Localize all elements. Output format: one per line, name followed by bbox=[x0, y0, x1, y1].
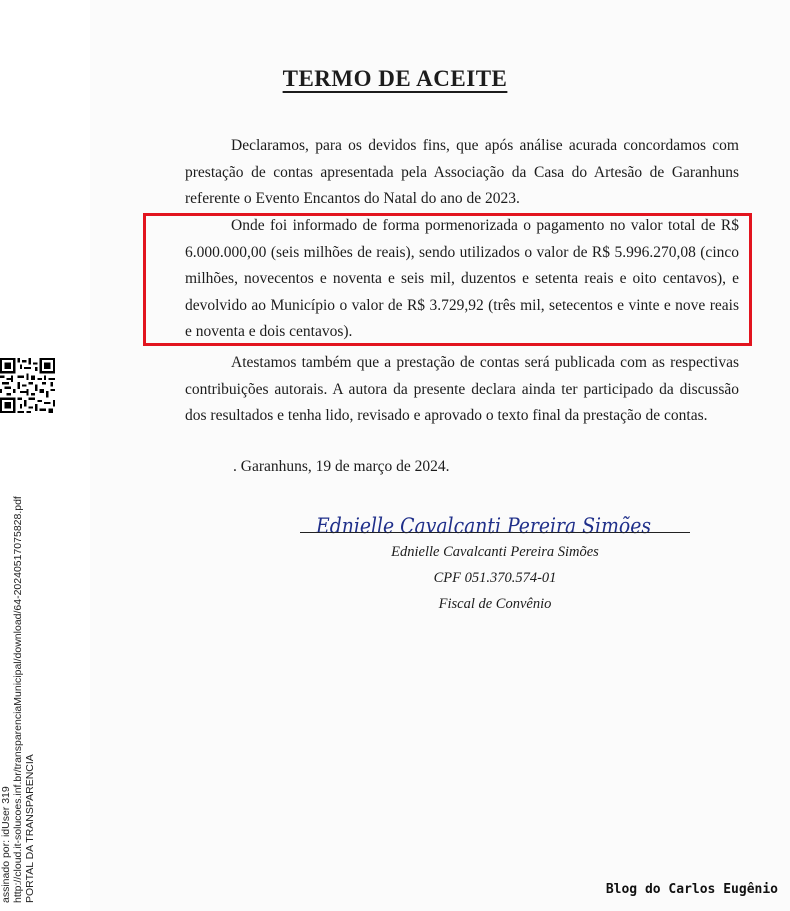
signature-line bbox=[300, 532, 690, 533]
stamp-line-url[interactable]: http://cloud.it-solucoes.inf.br/transparenciaMunicipal/download/64-20240517075828.pdf bbox=[12, 496, 24, 903]
document-title: TERMO DE ACEITE bbox=[282, 66, 508, 91]
red-highlight-box bbox=[143, 213, 752, 346]
signer-role: Fiscal de Convênio bbox=[438, 596, 552, 612]
paragraph-attestation: Atestamos também que a prestação de contas será publicada com as respectivas contribuições autorais. A autora da presente declara ainda ter participado da discussão dos resultados e tenha lido, revisado e aprovado o texto final da prestação de contas. bbox=[185, 354, 739, 425]
place-date: . Garanhuns, 19 de março de 2024. bbox=[233, 458, 450, 475]
paragraph-declaration: Declaramos, para os devidos fins, que após análise acurada concordamos com prestação de contas apresentada pela Associação da Casa do Artesão de Garanhuns referente o Evento Encantos do Natal do ano de 2023. bbox=[185, 137, 739, 208]
signer-cpf: CPF 051.370.574-01 bbox=[433, 570, 557, 586]
signature-text: Ednielle Cavalcanti Pereira Simões bbox=[315, 514, 652, 538]
stamp-line-portal: PORTAL DA TRANSPARENCIA bbox=[24, 754, 36, 903]
stamp-line-signed-by: assinado por: idUser 319 bbox=[0, 786, 12, 903]
qr-code-icon bbox=[0, 358, 55, 413]
blog-watermark: Blog do Carlos Eugênio bbox=[605, 882, 778, 897]
paragraph-payment-details: Onde foi informado de forma pormenorizada o pagamento no valor total de R$ 6.000.000,00 (seis milhões de reais), sendo utilizados o valor de R$ 5.996.270,08 (cinco milhões, novecentos e noventa e seis mil, duzentos e setenta reais e oito centavos), e devolvido ao Município o valor de R$ 3.729,92 (três mil, setecentos e vinte e nove reais e noventa e dois centavos). bbox=[185, 217, 739, 341]
signer-name: Ednielle Cavalcanti Pereira Simões bbox=[391, 544, 599, 560]
transparency-portal-stamp bbox=[0, 425, 40, 903]
handwritten-signature bbox=[310, 506, 670, 540]
